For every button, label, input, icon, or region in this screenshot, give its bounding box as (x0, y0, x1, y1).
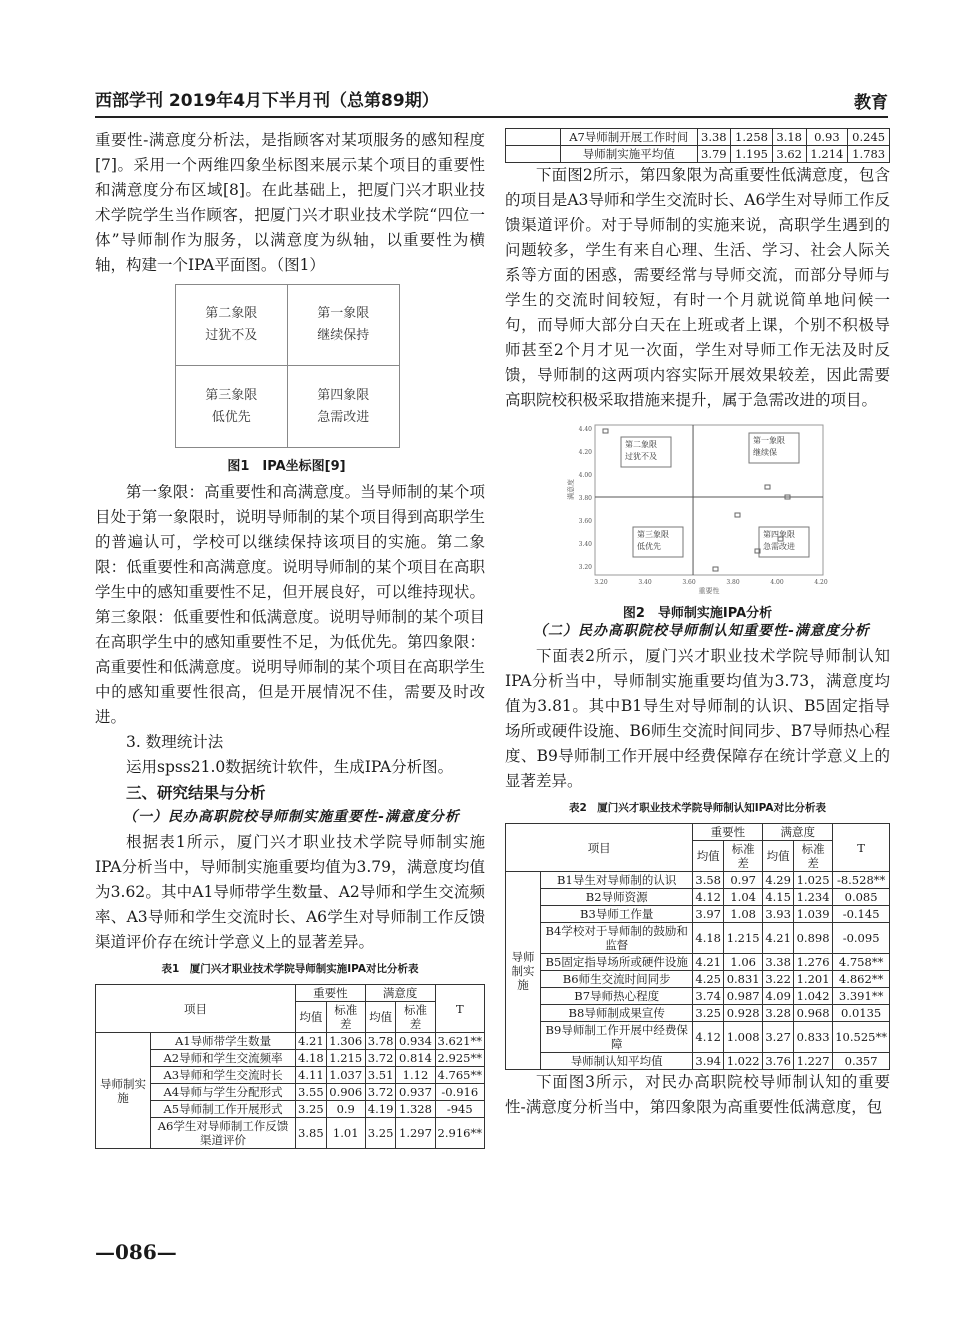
table-cell: 2.916** (435, 1118, 484, 1149)
table-cell: 3.51 (365, 1067, 396, 1084)
table-row (506, 906, 890, 923)
table-cell: 1.042 (793, 988, 832, 1005)
table-cell: 0.245 (848, 129, 890, 146)
x-tick-label: 4.00 (770, 579, 784, 586)
quadrant-desc: 急需改进 (317, 409, 370, 425)
table-cell: 3.55 (296, 1084, 327, 1101)
col-header: 均值 (693, 841, 724, 872)
table-caption: 表2 厦门兴才职业技术学院导师制认知IPA对比分析表 (568, 802, 827, 814)
row-label: 导师制实施平均值 (561, 146, 698, 163)
table-cell: 3.72 (365, 1084, 396, 1101)
x-tick-label: 3.40 (638, 579, 652, 586)
table-cell: 4.19 (365, 1101, 396, 1118)
paragraph: 下面图2所示，第四象限为高重要性低满意度，包含的项目是A3导师和学生交流时长、A6学生对导师工作反馈渠道评价。对于导师制的实施来说，高职学生遇到的问题较多，学生有来自心理、生活、学习、社会人际关系等方面的困惑，需要经常与导师交流，而部分导师与学生的交流时间较短，有时一个月就说简单地问候一句，而导师大部分白天在上班或者上课，个别不积极导师甚至2个月才见一次面，学生对导师工作无法及时反馈，导师制的这两项内容实际开展效果较差，因此需要高职院校积极采取措施来提升，属于急需改进的项目。 (505, 166, 890, 409)
row-label: B4学校对于导师制的鼓励和监督 (541, 923, 693, 954)
table-cell: 0.833 (793, 1022, 832, 1053)
col-header: 均值 (296, 1002, 327, 1033)
table-row (96, 1118, 485, 1149)
col-header: 满意度 (365, 985, 435, 1002)
table-cell: 0.085 (833, 889, 890, 906)
col-header: 重要性 (296, 985, 366, 1002)
table-cell: 3.76 (763, 1053, 794, 1070)
table-cell: 3.22 (763, 971, 794, 988)
quadrant-4-label: 急需改进 (763, 542, 795, 551)
table-1-continued (505, 128, 890, 163)
table-row (506, 1053, 890, 1070)
col-header: 项目 (506, 824, 693, 872)
row-group-label: 导师制实施 (96, 1033, 151, 1149)
table-cell: -8.528** (833, 872, 890, 889)
table-cell: 1.022 (724, 1053, 763, 1070)
y-axis-label: 满意度 (567, 479, 575, 500)
table-cell: 1.025 (793, 872, 832, 889)
row-label: B1导生对导师制的认识 (541, 872, 693, 889)
table-cell: -0.095 (833, 923, 890, 954)
table-cell: 1.214 (806, 146, 848, 163)
quadrant-desc: 过犹不及 (205, 328, 258, 343)
y-tick-label: 4.40 (578, 426, 592, 433)
table-cell: 1.783 (848, 146, 890, 163)
quadrant-title: 第二象限 (205, 306, 258, 321)
table-cell: -945 (435, 1101, 484, 1118)
table-cell: 1.215 (326, 1050, 365, 1067)
quadrant-1-label: 第一象限 (753, 436, 785, 445)
quadrant-2-label: 过犹不及 (625, 452, 657, 461)
section-heading: 三、研究结果与分析 (126, 783, 266, 802)
table-cell: 1.06 (724, 954, 763, 971)
page-number: —086— (95, 1240, 177, 1264)
subheading: 3. 数理统计法 (126, 733, 224, 751)
col-header: 项目 (96, 985, 296, 1033)
row-label: B6师生交流时间同步 (541, 971, 693, 988)
table-cell: -0.916 (435, 1084, 484, 1101)
x-tick-label: 3.20 (594, 579, 608, 586)
quadrant-title: 第一象限 (317, 306, 370, 321)
table-row (506, 129, 890, 146)
paragraph: 第一象限：高重要性和高满意度。当导师制的某个项目处于第一象限时，说明导师制的某个项目得到高职学生的普遍认可，学校可以继续保持该项目的实施。第二象限：低重要性和高满意度。说明导师制的某个项目在高职学生中的感知重要性不足，但开展良好，可以维持现状。第三象限：低重要性和低满意度。说明导师制的某个项目在高职学生中的感知重要性不足，为低优先。第四象限：高重要性和低满意度。说明导师制的某个项目在高职学生中的感知重要性很高，但是开展情况不佳，需要及时改进。 (95, 483, 485, 726)
subsection-heading: （二）民办高职院校导师制认知重要性-满意度分析 (533, 623, 870, 639)
table-cell: 1.008 (724, 1022, 763, 1053)
quadrant-1 (288, 285, 400, 366)
table-cell: 0.968 (793, 1005, 832, 1022)
paragraph: 根据表1所示，厦门兴才职业技术学院导师制实施IPA分析当中，导师制实施重要均值为3.79，满意度均值为3.62。其中A1导师带学生数量、A2导师和学生交流频率、A3导师和学生交流时长、A6学生对导师制工作反馈渠道评价存在统计学意义上的显著差异。 (95, 833, 485, 951)
col-header: 均值 (365, 1002, 396, 1033)
table-cell: 3.58 (693, 872, 724, 889)
table-row (96, 1101, 485, 1118)
quadrant-title: 第三象限 (205, 387, 258, 403)
table-cell: 4.21 (693, 954, 724, 971)
col-header: 标准差 (396, 1002, 435, 1033)
x-tick-label: 3.80 (726, 579, 740, 586)
table-cell: 1.037 (326, 1067, 365, 1084)
col-header: 重要性 (693, 824, 763, 841)
quadrant-2 (176, 285, 288, 366)
figure-caption: 图2 导师制实施IPA分析 (622, 606, 773, 621)
table-row (506, 889, 890, 906)
col-header: 满意度 (763, 824, 833, 841)
table-cell: 1.258 (731, 129, 773, 146)
table-cell: 3.62 (772, 146, 806, 163)
table-cell: 1.01 (326, 1118, 365, 1149)
quadrant-3 (176, 366, 288, 447)
table-cell: 1.04 (724, 889, 763, 906)
table-cell: 3.74 (693, 988, 724, 1005)
col-header: T (435, 985, 484, 1033)
table-cell: 10.525** (833, 1022, 890, 1053)
table-row (506, 988, 890, 1005)
table-cell: 3.38 (763, 954, 794, 971)
x-tick-label: 4.20 (814, 579, 828, 586)
table-cell: 3.94 (693, 1053, 724, 1070)
table-cell: 4.758** (833, 954, 890, 971)
table-cell: 0.97 (724, 872, 763, 889)
table-cell: 3.391** (833, 988, 890, 1005)
table-cell: 1.276 (793, 954, 832, 971)
table-1 (95, 984, 485, 1149)
table-cell: 1.297 (396, 1118, 435, 1149)
table-cell: 4.11 (296, 1067, 327, 1084)
figure-2 (565, 417, 830, 619)
table-cell: 3.27 (763, 1022, 794, 1053)
x-tick-label: 3.60 (682, 579, 696, 586)
table-cell: 2.925** (435, 1050, 484, 1067)
table-cell: 1.227 (793, 1053, 832, 1070)
x-axis-label: 重要性 (698, 587, 720, 595)
quadrant-desc: 继续保持 (317, 328, 370, 343)
row-label: B9导师制工作开展中经费保障 (541, 1022, 693, 1053)
table-cell: 4.18 (296, 1050, 327, 1067)
row-label: A5导师制工作开展形式 (151, 1101, 296, 1118)
table-cell: 0.93 (806, 129, 848, 146)
table-cell: 0.906 (326, 1084, 365, 1101)
table-cell: 4.25 (693, 971, 724, 988)
table-cell: 1.306 (326, 1033, 365, 1050)
journal-header: 西部学刊 2019年4月下半月刊（总第89期） (95, 91, 439, 111)
table-cell: 1.12 (396, 1067, 435, 1084)
ipa-quadrant-grid (175, 284, 400, 448)
table-cell: 3.25 (296, 1101, 327, 1118)
table-cell: 3.85 (296, 1118, 327, 1149)
figure-1 (175, 284, 400, 480)
y-tick-label: 4.00 (578, 472, 592, 479)
quadrant-title: 第四象限 (317, 387, 370, 403)
row-label: B3导师工作量 (541, 906, 693, 923)
table-row (506, 872, 890, 889)
table-row (96, 1050, 485, 1067)
table-cell: 0.987 (724, 988, 763, 1005)
table-cell: 4.21 (763, 923, 794, 954)
table-cell: 3.79 (697, 146, 731, 163)
table-cell: 4.765** (435, 1067, 484, 1084)
row-label: B7导师热心程度 (541, 988, 693, 1005)
table-cell: 1.195 (731, 146, 773, 163)
table-cell: -0.145 (833, 906, 890, 923)
table-cell: 3.78 (365, 1033, 396, 1050)
table-cell: 3.72 (365, 1050, 396, 1067)
table-cell: 1.039 (793, 906, 832, 923)
table-cell: 0.0135 (833, 1005, 890, 1022)
row-label: A2导师和学生交流频率 (151, 1050, 296, 1067)
table-cell: 0.814 (396, 1050, 435, 1067)
row-label: B8导师制成果宣传 (541, 1005, 693, 1022)
row-label: A6学生对导师制工作反馈渠道评价 (151, 1118, 296, 1149)
quadrant-4 (288, 366, 400, 447)
y-tick-label: 3.20 (578, 564, 592, 571)
y-tick-label: 3.40 (578, 541, 592, 548)
row-label: A1导师带学生数量 (151, 1033, 296, 1050)
empty-cell (506, 146, 561, 163)
col-header: T (833, 824, 890, 872)
table-row (96, 1084, 485, 1101)
col-header: 标准差 (326, 1002, 365, 1033)
table-cell: 4.12 (693, 889, 724, 906)
table-cell: 4.12 (693, 1022, 724, 1053)
section-label: 教育 (854, 93, 888, 113)
table-cell: 3.93 (763, 906, 794, 923)
table-cell: 0.928 (724, 1005, 763, 1022)
empty-cell (506, 129, 561, 146)
col-header: 均值 (763, 841, 794, 872)
left-column (95, 128, 485, 1149)
table-cell: 4.29 (763, 872, 794, 889)
table-cell: 0.898 (793, 923, 832, 954)
table-cell: 0.934 (396, 1033, 435, 1050)
table-row (506, 146, 890, 163)
table-cell: 3.621** (435, 1033, 484, 1050)
quadrant-3-label: 低优先 (637, 542, 661, 551)
row-group-label: 导师制实施 (506, 872, 541, 1070)
table-cell: 4.862** (833, 971, 890, 988)
col-header: 标准差 (724, 841, 763, 872)
paragraph: 运用spss21.0数据统计软件，生成IPA分析图。 (126, 758, 454, 776)
row-label: B5固定指导场所或硬件设施 (541, 954, 693, 971)
row-label: A4导师与学生分配形式 (151, 1084, 296, 1101)
table-cell: 1.201 (793, 971, 832, 988)
header-rule (95, 116, 888, 118)
table-cell: 1.08 (724, 906, 763, 923)
y-tick-label: 3.60 (578, 518, 592, 525)
right-column (505, 128, 890, 1120)
quadrant-4-label: 第四象限 (763, 530, 795, 539)
table-row (96, 1067, 485, 1084)
table-cell: 3.28 (763, 1005, 794, 1022)
row-label: B2导师资源 (541, 889, 693, 906)
table-cell: 0.937 (396, 1084, 435, 1101)
table-cell: 1.215 (724, 923, 763, 954)
table-cell: 3.25 (365, 1118, 396, 1149)
table-row (96, 1033, 485, 1050)
table-cell: 4.09 (763, 988, 794, 1005)
paragraph: 下面图3所示，对民办高职院校导师制认知的重要性-满意度分析当中，第四象限为高重要性低满意度，包 (505, 1073, 890, 1116)
quadrant-3-label: 第三象限 (637, 530, 669, 539)
y-tick-label: 4.20 (578, 449, 592, 456)
table-2 (505, 823, 890, 1070)
table-cell: 1.234 (793, 889, 832, 906)
table-cell: 4.18 (693, 923, 724, 954)
table-cell: 0.9 (326, 1101, 365, 1118)
table-cell: 1.328 (396, 1101, 435, 1118)
table-cell: 4.15 (763, 889, 794, 906)
table-caption: 表1 厦门兴才职业技术学院导师制实施IPA对比分析表 (161, 963, 419, 975)
quadrant-2-label: 第二象限 (625, 440, 657, 449)
subsection-heading: （一）民办高职院校导师制实施重要性-满意度分析 (123, 809, 460, 825)
row-label: A3导师和学生交流时长 (151, 1067, 296, 1084)
col-header: 标准差 (793, 841, 832, 872)
table-cell: 4.21 (296, 1033, 327, 1050)
paragraph: 重要性-满意度分析法，是指顾客对某项服务的感知程度[7]。采用一个两维四象坐标图来展示某个项目的重要性和满意度分布区域[8]。在此基础上，把厦门兴才职业技术学院学生当作顾客，把厦门兴才职业技术学院“四位一体”导师制作为服务，以满意度为纵轴，以重要性为横轴，构建一个IPA平面图。（图1） (95, 131, 485, 274)
table-row (506, 1005, 890, 1022)
table-cell: 3.38 (697, 129, 731, 146)
table-row (506, 971, 890, 988)
table-row (506, 954, 890, 971)
table-row (506, 1022, 890, 1053)
y-tick-label: 3.80 (578, 495, 592, 502)
row-label: 导师制认知平均值 (541, 1053, 693, 1070)
table-cell: 0.357 (833, 1053, 890, 1070)
table-cell: 3.18 (772, 129, 806, 146)
table-cell: 3.97 (693, 906, 724, 923)
row-label: A7导师制开展工作时间 (561, 129, 698, 146)
quadrant-desc: 低优先 (211, 409, 251, 425)
table-row (506, 923, 890, 954)
ipa-scatter-chart (565, 417, 830, 597)
quadrant-1-label: 继续保 (753, 448, 777, 457)
figure-caption: 图1 IPA坐标图[9] (227, 459, 346, 474)
table-cell: 0.831 (724, 971, 763, 988)
table-cell: 3.25 (693, 1005, 724, 1022)
paragraph: 下面表2所示，厦门兴才职业技术学院导师制认知IPA分析当中，导师制实施重要均值为3.73，满意度均值为3.81。其中B1导生对导师制的认识、B5固定指导场所或硬件设施、B6师生交流时间同步、B7导师热心程度、B9导师制工作开展中经费保障存在统计学意义上的显著差异。 (505, 647, 890, 790)
